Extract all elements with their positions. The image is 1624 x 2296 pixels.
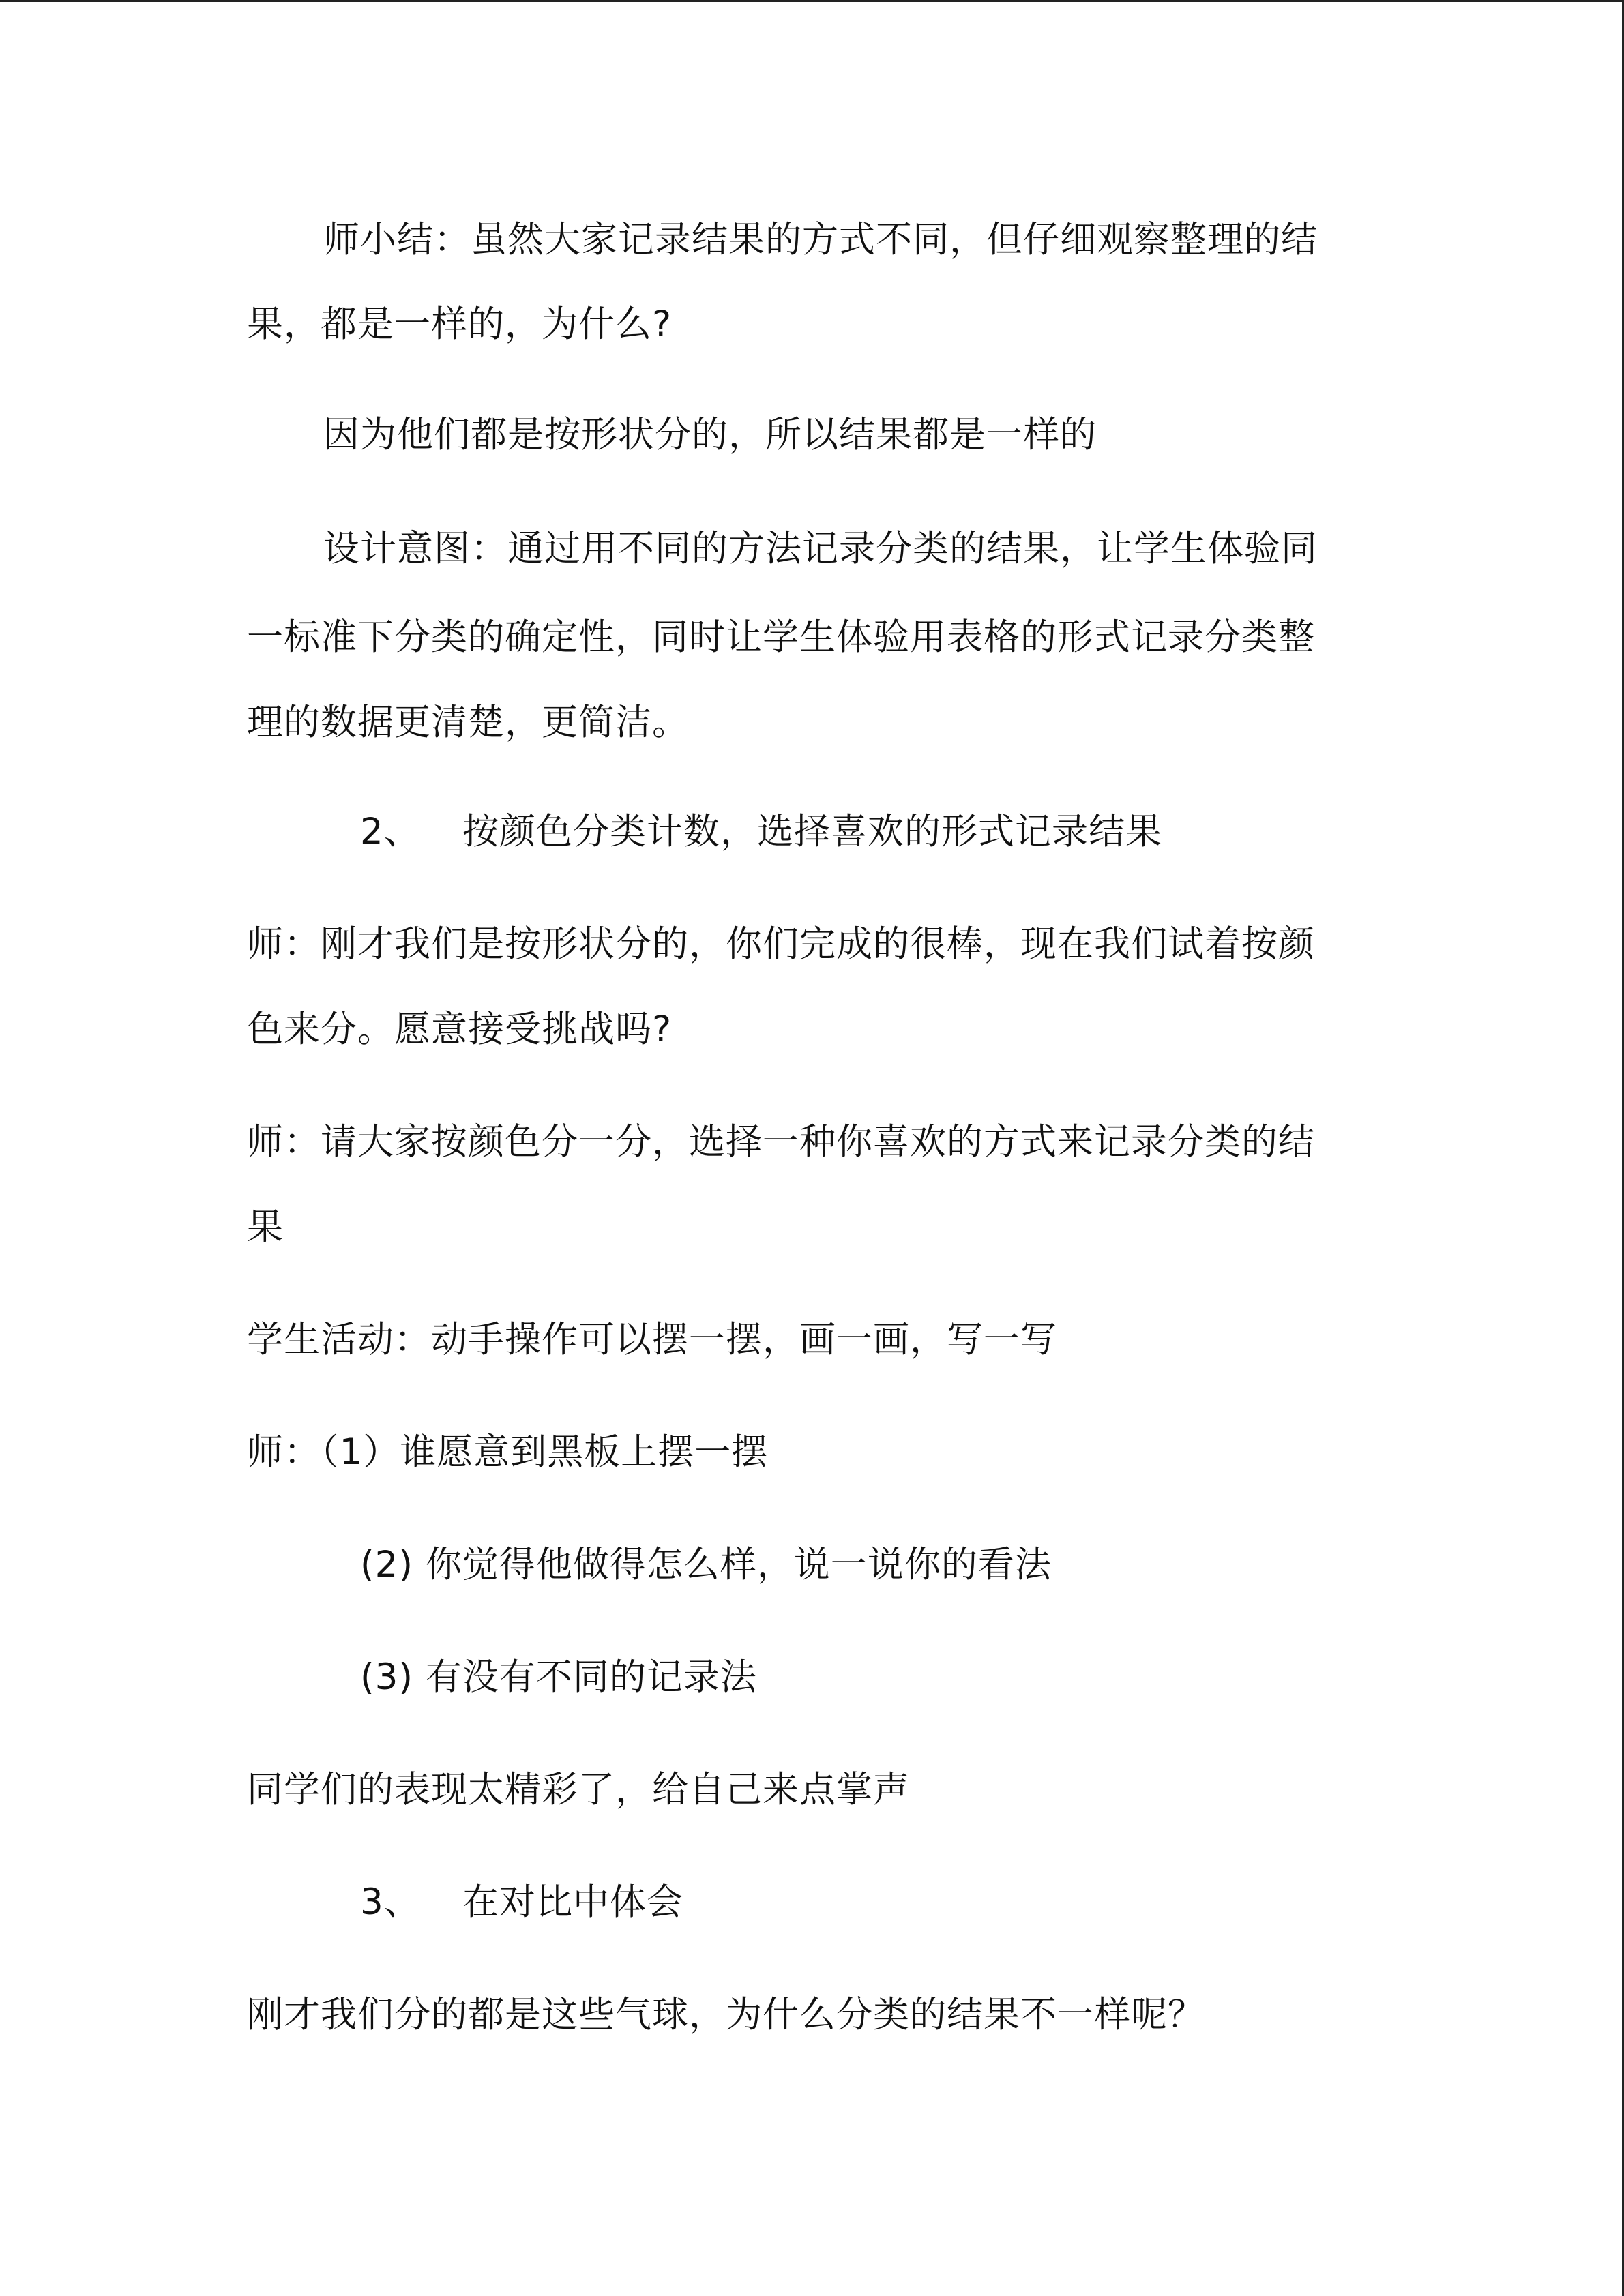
section-title: 按颜色分类计数，选择喜欢的形式记录结果: [462, 811, 1162, 852]
paragraph-teacher-instruction-line-2: 果: [247, 1206, 284, 1248]
paragraph-design-intent-line-1: 设计意图：通过用不同的方法记录分类的结果，让学生体验同: [323, 528, 1318, 569]
paragraph-reason: 因为他们都是按形状分的，所以结果都是一样的: [323, 414, 1097, 456]
paragraph-teacher-instruction-line-1: 师：请大家按颜色分一分，选择一种你喜欢的方式来记录分类的结: [247, 1121, 1315, 1163]
paragraph-design-intent-line-3: 理的数据更清楚，更简洁。: [247, 702, 689, 743]
paragraph-design-intent-line-2: 一标准下分类的确定性，同时让学生体验用表格的形式记录分类整: [247, 616, 1315, 658]
paragraph-closing-question: 刚才我们分的都是这些气球，为什么分类的结果不一样呢？: [247, 1994, 1205, 2036]
section-number: 3、: [360, 1881, 421, 1923]
paragraph-praise: 同学们的表现太精彩了，给自己来点掌声: [247, 1769, 910, 1810]
paragraph-summary-line-1: 师小结：虽然大家记录结果的方式不同，但仔细观察整理的结: [323, 219, 1318, 260]
section-number: 2、: [360, 811, 421, 852]
section-title: 在对比中体会: [462, 1881, 683, 1923]
paragraph-teacher-question-3: (3) 有没有不同的记录法: [360, 1656, 757, 1698]
paragraph-teacher-color-line-1: 师：刚才我们是按形状分的，你们完成的很棒，现在我们试着按颜: [247, 923, 1315, 965]
paragraph-teacher-color-line-2: 色来分。愿意接受挑战吗?: [247, 1009, 673, 1050]
paragraph-student-activity: 学生活动：动手操作可以摆一摆，画一画，写一写: [247, 1319, 1057, 1360]
paragraph-teacher-question-2: (2) 你觉得他做得怎么样，说一说你的看法: [360, 1544, 1052, 1585]
section-heading-2: [360, 805, 1162, 859]
paragraph-teacher-question-1: 师：（1）谁愿意到黑板上摆一摆: [247, 1431, 769, 1473]
paragraph-summary-line-2: 果，都是一样的，为什么?: [247, 303, 673, 345]
section-heading-3: [360, 1875, 683, 1930]
